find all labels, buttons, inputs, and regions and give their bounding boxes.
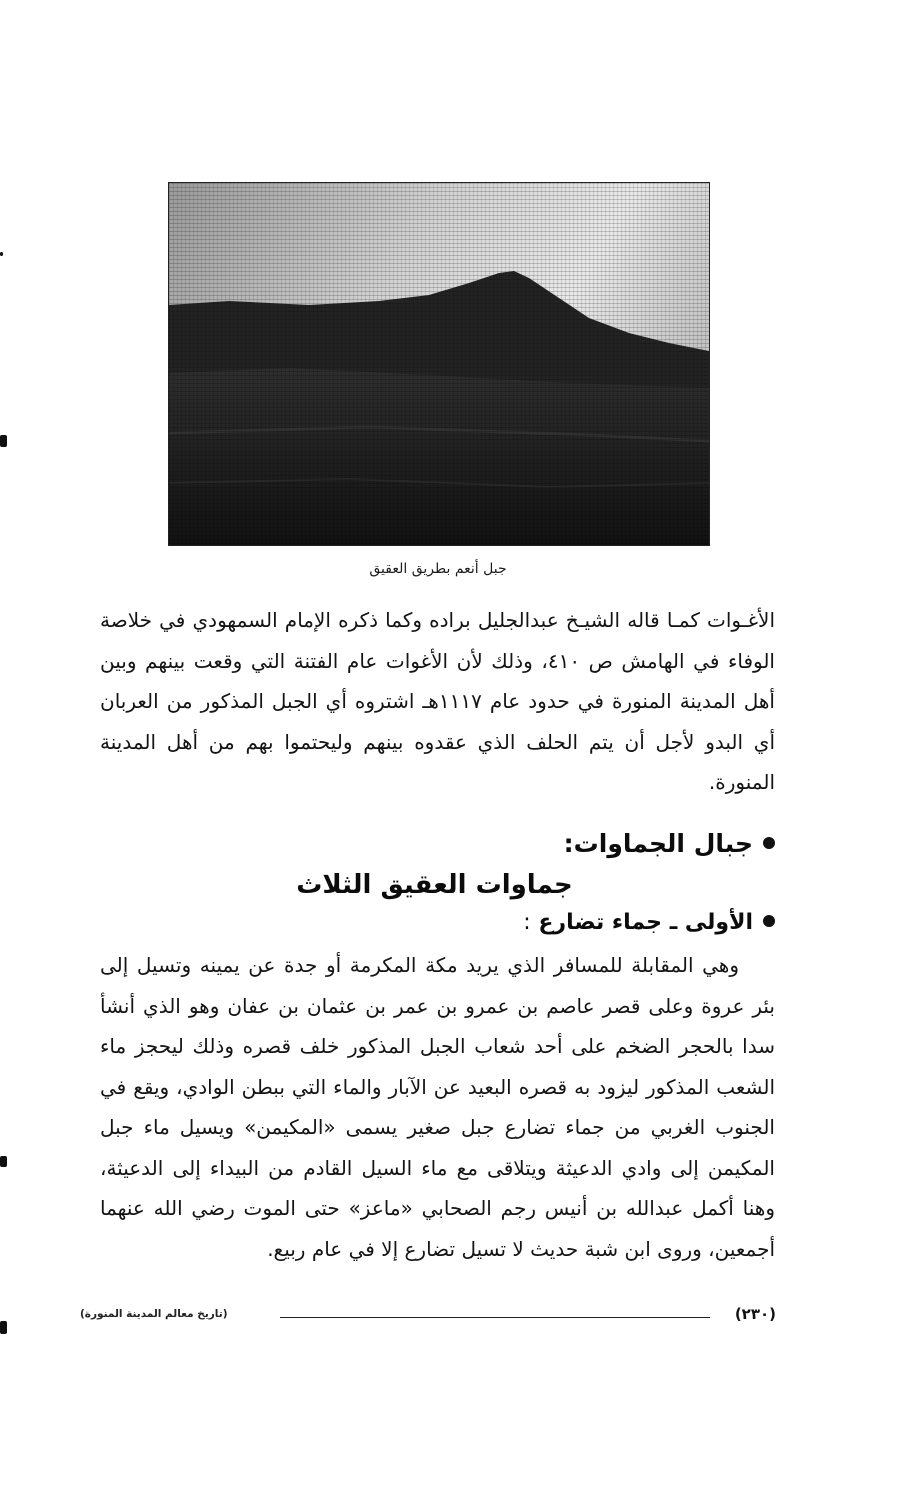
scan-mark [0,1156,7,1167]
mountain-photo [168,182,710,546]
body-paragraph-1: الأغـوات كمـا قاله الشيـخ عبدالجليل براده وكما ذكره الإمام السمهودي في خلاصة الوفاء في الهامش ص ٤١٠، وذلك لأن الأغوات عام الفتنة التي وقعت بينهم وبين أهل المدينة المنورة في حدود عام ١١١٧هـ اشتروه أي الجبل المذكور من العربان أي البدو لأجل أن يتم الحلف الذي عقدوه بينهم وليحتموا بهم من أهل المدينة المنورة. [100,608,775,794]
section-heading-text: جبال الجماوات: [563,829,753,858]
scan-mark [0,252,3,256]
body-paragraph-2-text: وهي المقابلة للمسافر الذي يريد مكة المكرمة أو جدة عن يمينه وتسيل إلى بئر عروة وعلى قصر عاصم بن عمرو بن عمر بن عثمان بن عفان وهو الذي أنشأ سدا بالحجر الضخم على أحد شعاب الجبل المذكور خلف قصره وذلك ليحجز ماء الشعب المذكور ليزود به قصره البعيد عن الآبار والماء التي ببطن الوادي، ويقع في الجنوب الغربي من جماء تضارع جبل صغير يسمى «المكيمن» ويسيل ماء جبل المكيمن إلى وادي الدعيثة ويتلاقى مع ماء السيل القادم من البيداء إلى الدعيثة، وهنا أكمل عبدالله بن أنيس رجم الصحابي «ماعز» حتى الموت رضي الله عنهما أجمعين، وروى ابن شبة حديث لا تسيل تضارع إلا في عام ربيع. [100,953,775,1261]
page-number: (٢٣٠) [734,1305,776,1323]
footer-rule [280,1317,710,1318]
body-paragraph-2 [100,945,775,1269]
subsection-heading-text: جماوات العقيق الثلاث [296,870,573,900]
scan-mark [0,435,7,447]
photo-caption: جبل أنعم بطريق العقيق [369,561,507,577]
section-heading [564,829,775,858]
item-heading-colon: : [523,910,531,935]
subsection-heading [0,870,915,900]
bullet-icon [763,915,775,927]
mountain-photo-image [169,183,709,545]
item-heading-text: الأولى ـ جماء تضارع [538,910,753,935]
item-heading [523,910,775,935]
bullet-icon [763,837,775,849]
page-footer [80,1305,776,1329]
scan-mark [0,1321,7,1334]
book-title: (تاريخ معالم المدينة المنورة) [80,1308,228,1320]
